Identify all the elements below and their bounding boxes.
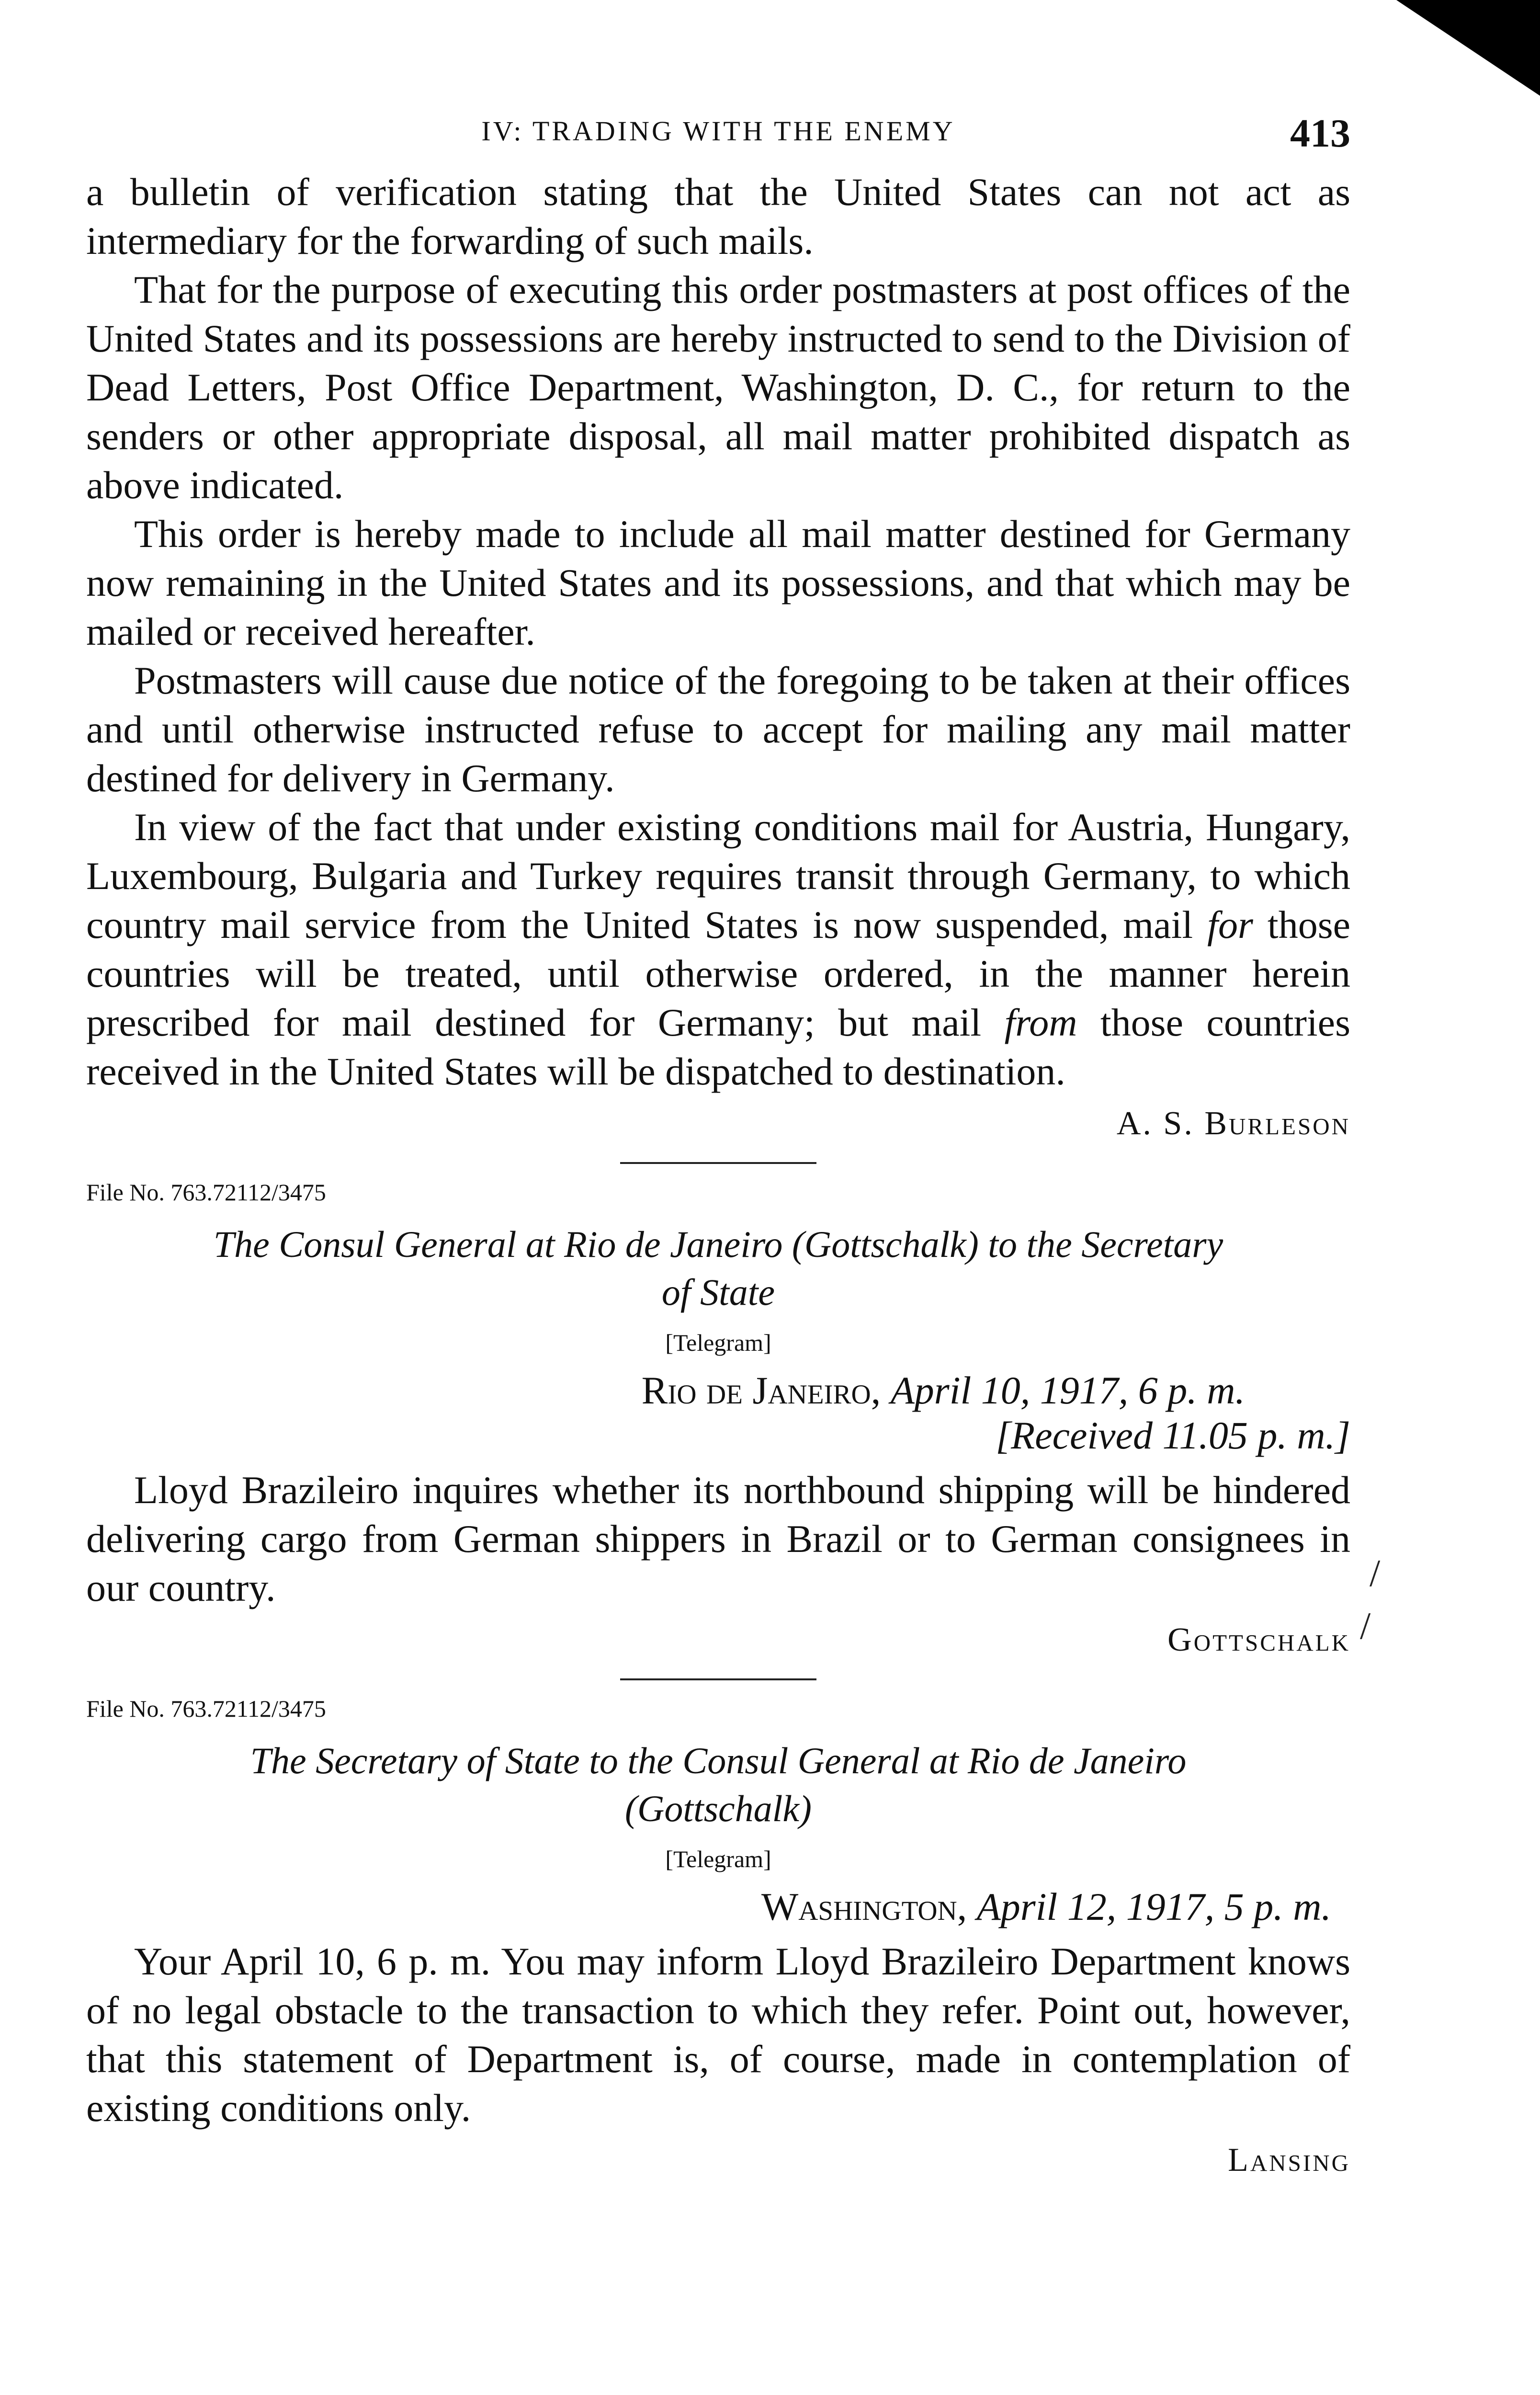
paragraph-postmasters-instructions: That for the purpose of executing this order postmasters at post offices of the United States and its possessions are hereby instructed to send to the Division of Dead Letters, Post Office Department, Washington, D. C., for return to the senders or other appropriate disposal, all mail matter prohibited dispatch as above indicated. [86, 268, 1350, 507]
document-title-line-1: The Consul General at Rio de Janeiro (Gottschalk) to the Secretary [213, 1223, 1223, 1265]
paragraph-order-scope: This order is hereby made to include all mail matter destined for Germany now remaining in the United States and its possessions, and that which may be mailed or received hereafter. [86, 512, 1350, 653]
dateline-date: April 10, 1917, 6 p. m. [890, 1369, 1245, 1412]
section-divider [620, 1162, 816, 1164]
document-title-line-2: (Gottschalk) [625, 1788, 812, 1829]
scan-corner-shadow [1396, 0, 1540, 96]
margin-mark: / [1360, 1605, 1371, 1647]
document-title-line-1: The Secretary of State to the Consul General at Rio de Janeiro [250, 1740, 1187, 1781]
paragraph-transit [86, 803, 1350, 1096]
signature-lansing: Lansing [1228, 2142, 1350, 2178]
transit-text-a: In view of the fact that under existing conditions mail for Austria, Hungary, Luxembourg, Bulgaria and Turkey requires transit through Germany, to which country mail service from the United States is now suspended, mail [86, 805, 1350, 947]
section-divider [620, 1678, 816, 1680]
paragraph-bulletin: a bulletin of verification stating that the United States can not act as intermediary for the forwarding of such mails. [86, 170, 1350, 262]
transit-text-c: those countries received in the United States will be dispatched to destination. [86, 1001, 1350, 1093]
paragraph-notice: Postmasters will cause due notice of the foregoing to be taken at their offices and until otherwise instructed refuse to accept for mailing any mail matter destined for delivery in Germany. [86, 659, 1350, 800]
file-number: File No. 763.72112/3475 [86, 1695, 326, 1722]
telegram-label: [Telegram] [665, 1329, 771, 1356]
margin-mark: / [1370, 1552, 1381, 1595]
running-title: IV: TRADING WITH THE ENEMY [481, 115, 955, 147]
transit-text-b: those countries will be treated, until otherwise ordered, in the manner herein prescribed for mail destined for Germany; but mail [86, 903, 1350, 1044]
dateline [86, 1884, 1350, 1929]
signature-burleson: A. S. Burleson [1116, 1105, 1350, 1142]
dateline [86, 1368, 1350, 1413]
document-page [86, 111, 1350, 2179]
received-note: [Received 11.05 p. m.] [996, 1414, 1350, 1457]
running-head [86, 111, 1350, 168]
paragraph-secretary-reply: Your April 10, 6 p. m. You may inform Lloyd Brazileiro Department knows of no legal obstacle to the transaction to which they refer. Point out, however, that this statement of Department is, of course, made in contemplation of existing conditions only. [86, 1939, 1350, 2130]
dateline-place: Washington, [761, 1885, 967, 1928]
dateline-place: Rio de Janeiro, [641, 1369, 881, 1412]
transit-for: for [1207, 903, 1253, 947]
paragraph-lloyd-inquiry: Lloyd Brazileiro inquires whether its northbound shipping will be hindered delivering cargo from German shippers in Brazil or to German consignees in our country. [86, 1468, 1350, 1609]
page-number: 413 [1290, 111, 1350, 156]
telegram-label: [Telegram] [665, 1846, 771, 1872]
file-number: File No. 763.72112/3475 [86, 1179, 326, 1206]
signature-gottschalk: Gottschalk [1167, 1621, 1350, 1658]
dateline-date: April 12, 1917, 5 p. m. [976, 1885, 1331, 1928]
transit-from: from [1004, 1001, 1077, 1044]
document-title-line-2: of State [661, 1271, 775, 1313]
